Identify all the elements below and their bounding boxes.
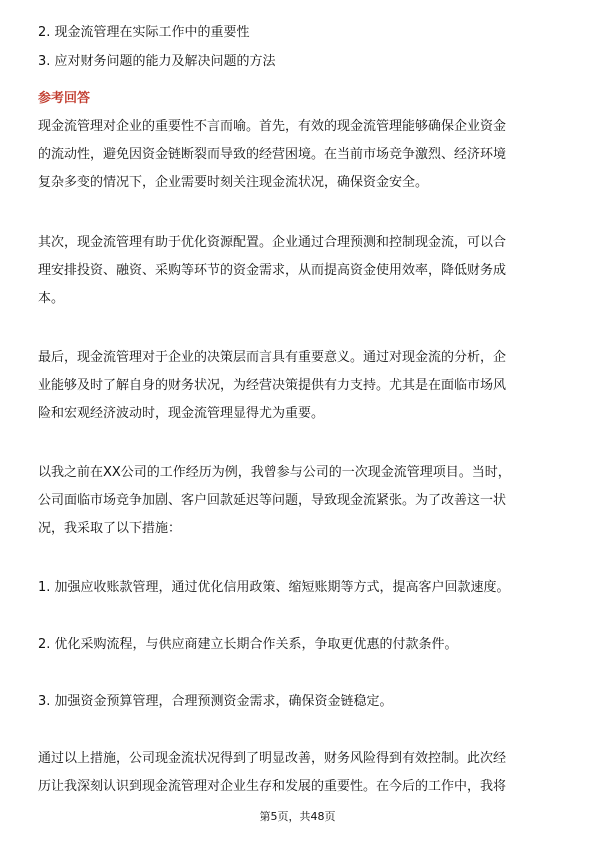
text-line: 复杂多变的情况下，企业需要时刻关注现金流状况，确保资金安全。 [38, 175, 429, 190]
measure-item-3 [38, 688, 558, 716]
page-number-footer: 第5页，共48页 [259, 810, 336, 823]
text-line: 其次，现金流管理有助于优化资源配置。企业通过合理预测和控制现金流，可以合 [38, 235, 507, 250]
text-line: 2. 优化采购流程，与供应商建立长期合作关系，争取更优惠的付款条件。 [38, 637, 458, 652]
paragraph-experience [38, 459, 558, 543]
text-line: 历让我深刻认识到现金流管理对企业生存和发展的重要性。在今后的工作中，我将 [38, 779, 507, 794]
paragraph-importance [38, 113, 558, 197]
text-line: 公司面临市场竞争加剧、客户回款延迟等问题，导致现金流紧张。为了改善这一状 [38, 493, 507, 508]
paragraph-decision-making [38, 344, 558, 428]
text-line: 最后，现金流管理对于企业的决策层而言具有重要意义。通过对现金流的分析，企 [38, 350, 507, 365]
measure-item-2 [38, 631, 558, 659]
text-line: 的流动性，避免因资金链断裂而导致的经营困境。在当前市场竞争激烈、经济环境 [38, 147, 507, 162]
text-line: 本。 [38, 291, 65, 306]
text-line: 现金流管理对企业的重要性不言而喻。首先，有效的现金流管理能够确保企业资金 [38, 119, 507, 134]
paragraph-conclusion [38, 745, 558, 801]
text-line: 通过以上措施，公司现金流状况得到了明显改善，财务风险得到有效控制。此次经 [38, 751, 507, 766]
text-line: 业能够及时了解自身的财务状况，为经营决策提供有力支持。尤其是在面临市场风 [38, 378, 507, 393]
paragraph-resource-allocation [38, 229, 558, 313]
text-line: 3. 加强资金预算管理，合理预测资金需求，确保资金链稳定。 [38, 694, 393, 709]
answer-heading: 参考回答 [38, 91, 91, 106]
text-line: 1. 加强应收账款管理，通过优化信用政策、缩短账期等方式，提高客户回款速度。 [38, 580, 510, 595]
question-item-3: 3. 应对财务问题的能力及解决问题的方法 [38, 54, 276, 69]
text-line: 险和宏观经济波动时，现金流管理显得尤为重要。 [38, 406, 325, 421]
question-item-2: 2. 现金流管理在实际工作中的重要性 [38, 25, 250, 40]
measure-item-1 [38, 574, 558, 602]
text-line: 理安排投资、融资、采购等环节的资金需求，从而提高资金使用效率，降低财务成 [38, 263, 507, 278]
text-line: 以我之前在XX公司的工作经历为例，我曾参与公司的一次现金流管理项目。当时， [38, 465, 511, 480]
text-line: 况，我采取了以下措施： [38, 521, 182, 536]
